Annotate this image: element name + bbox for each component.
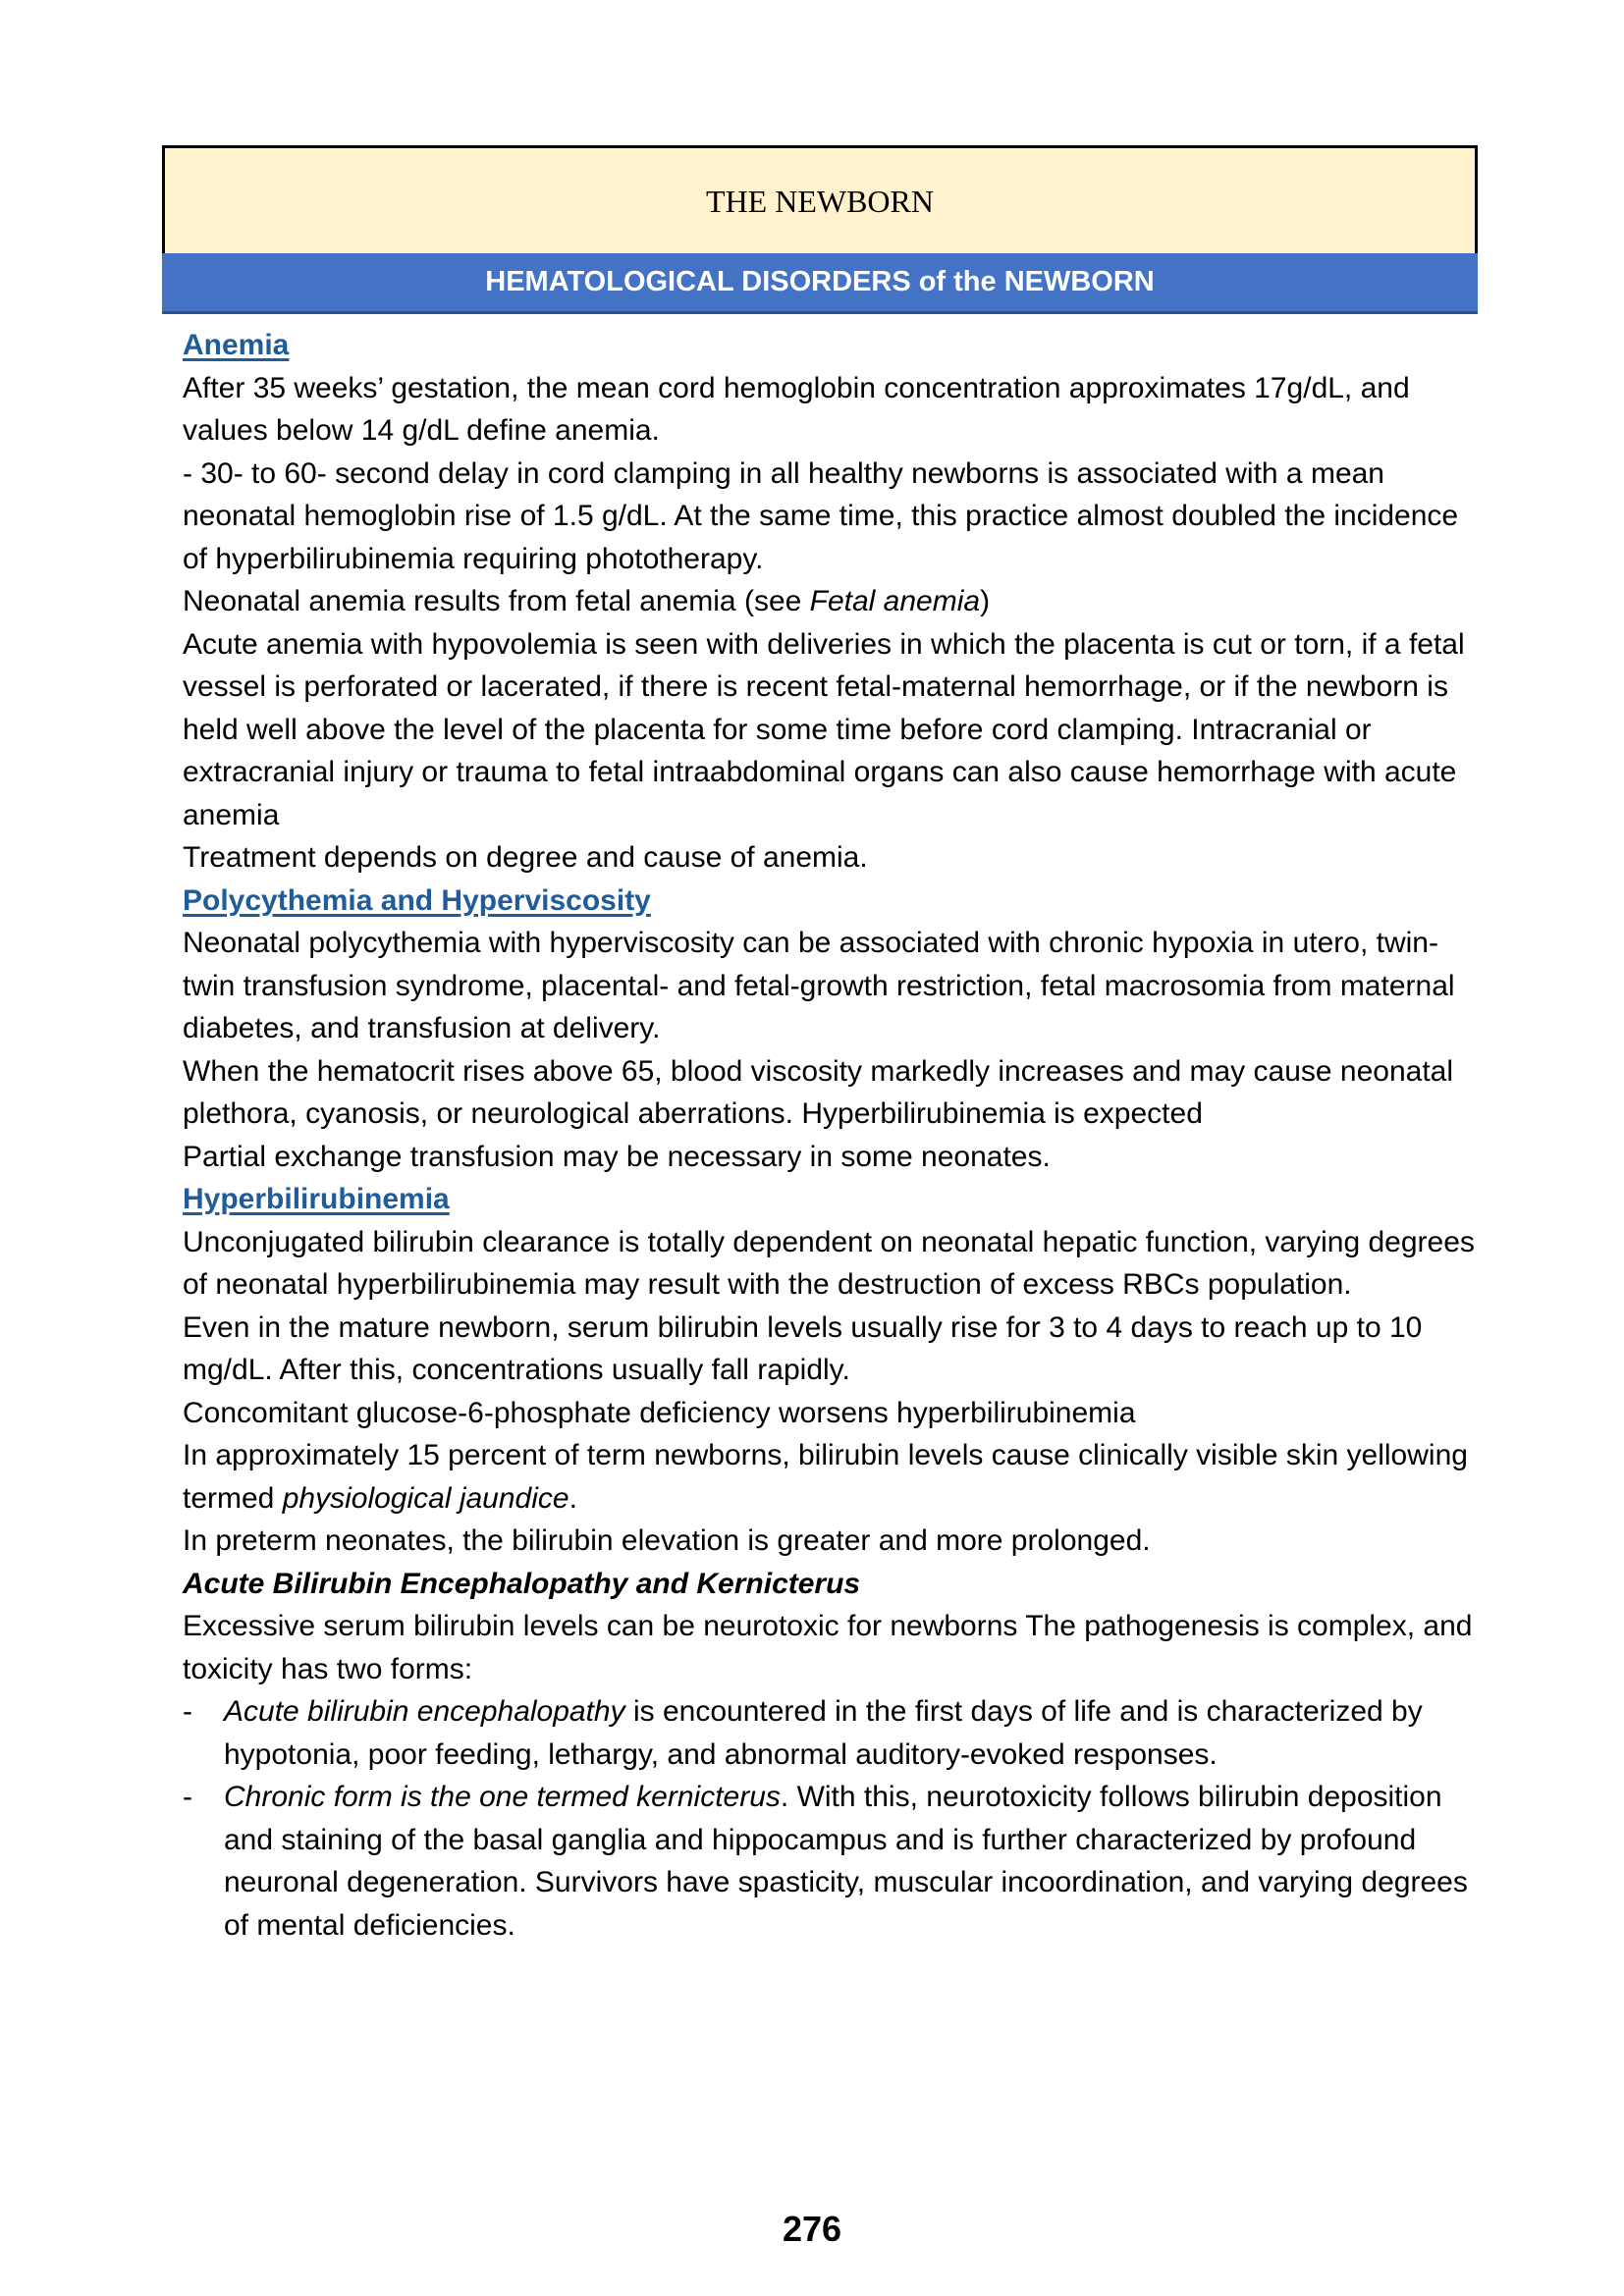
text: Neonatal anemia results from fetal anemia (see xyxy=(183,585,810,617)
paragraph: Concomitant glucose-6-phosphate deficiency worsens hyperbilirubinemia xyxy=(183,1396,1136,1429)
text: ) xyxy=(980,585,991,617)
bullet-dash: - xyxy=(183,1781,192,1813)
paragraph: Partial exchange transfusion may be necessary in some neonates. xyxy=(183,1140,1051,1173)
chapter-header xyxy=(162,145,1478,257)
text: . With this, neurotoxicity follows bilirubin deposition and staining of the basal ganglia and hippocampus and is further characterized by profound neuronal degeneration. Survivors have spasticity, muscular incoordination, and varying degrees of mental deficiencies. xyxy=(224,1781,1468,1942)
paragraph: Acute anemia with hypovolemia is seen with deliveries in which the placenta is cut or torn, if a fetal vessel is perforated or lacerated, if there is recent fetal-maternal hemorrhage, or if the newborn is held well above the level of the placenta for some time before cord clamping. Intracranial or extracranial injury or trauma to fetal intraabdominal organs can also cause hemorrhage with acute anemia xyxy=(183,627,1465,831)
paragraph: When the hematocrit rises above 65, blood viscosity markedly increases and may cause neonatal plethora, cyanosis, or neurological aberrations. Hyperbilirubinemia is expected xyxy=(183,1054,1453,1130)
paragraph: Excessive serum bilirubin levels can be neurotoxic for newborns The pathogenesis is complex, and toxicity has two forms: xyxy=(183,1610,1473,1685)
page-content xyxy=(183,324,1479,1947)
paragraph: Treatment depends on degree and cause of anemia. xyxy=(183,841,868,874)
section-title: HEMATOLOGICAL DISORDERS of the NEWBORN xyxy=(162,253,1478,314)
paragraph: In preterm neonates, the bilirubin elevation is greater and more prolonged. xyxy=(183,1524,1151,1557)
text: . xyxy=(568,1481,577,1515)
paragraph xyxy=(183,1434,1479,1520)
heading-anemia[interactable]: Anemia xyxy=(183,329,290,361)
paragraph: After 35 weeks’ gestation, the mean cord hemoglobin concentration approximates 17g/dL, and values below 14 g/dL define anemia. xyxy=(183,371,1410,447)
cross-reference: Fetal anemia xyxy=(809,585,981,617)
term: Chronic form is the one termed kernicterus xyxy=(224,1781,781,1813)
chapter-title: THE NEWBORN xyxy=(165,148,1475,257)
term: Acute bilirubin encephalopathy xyxy=(224,1695,625,1728)
text: In approximately 15 percent of term newborns, bilirubin levels cause clinically visible skin yellowing termed xyxy=(183,1439,1468,1515)
text: is encountered in the first days of life and is characterized by hypotonia, poor feeding, lethargy, and abnormal auditory-evoked responses. xyxy=(224,1695,1423,1771)
paragraph: Neonatal polycythemia with hyperviscosity can be associated with chronic hypoxia in utero, twin-twin transfusion syndrome, placental- and fetal-growth restriction, fetal macrosomia from maternal diabetes, and transfusion at delivery. xyxy=(183,927,1455,1044)
bullet-text xyxy=(224,1690,1479,1776)
bullet-text xyxy=(224,1776,1479,1947)
bullet-dash: - xyxy=(183,1695,192,1728)
bullet-item xyxy=(183,1690,1479,1776)
paragraph: Unconjugated bilirubin clearance is totally dependent on neonatal hepatic function, varying degrees of neonatal hyperbilirubinemia may result with the destruction of excess RBCs population. xyxy=(183,1225,1475,1301)
paragraph xyxy=(183,580,1479,623)
term: physiological jaundice xyxy=(282,1481,569,1515)
heading-hyperbilirubinemia[interactable]: Hyperbilirubinemia xyxy=(183,1183,450,1215)
page-number: 276 xyxy=(782,2209,842,2249)
subheading-kernicterus: Acute Bilirubin Encephalopathy and Kernicterus xyxy=(183,1567,861,1600)
paragraph: - 30- to 60- second delay in cord clamping in all healthy newborns is associated with a mean neonatal hemoglobin rise of 1.5 g/dL. At the same time, this practice almost doubled the incidence of hyperbilirubinemia requiring phototherapy. xyxy=(183,456,1459,575)
heading-polycythemia[interactable]: Polycythemia and Hyperviscosity xyxy=(183,883,651,917)
bullet-item xyxy=(183,1776,1479,1947)
paragraph: Even in the mature newborn, serum bilirubin levels usually rise for 3 to 4 days to reach up to 10 mg/dL. After this, concentrations usually fall rapidly. xyxy=(183,1310,1423,1386)
